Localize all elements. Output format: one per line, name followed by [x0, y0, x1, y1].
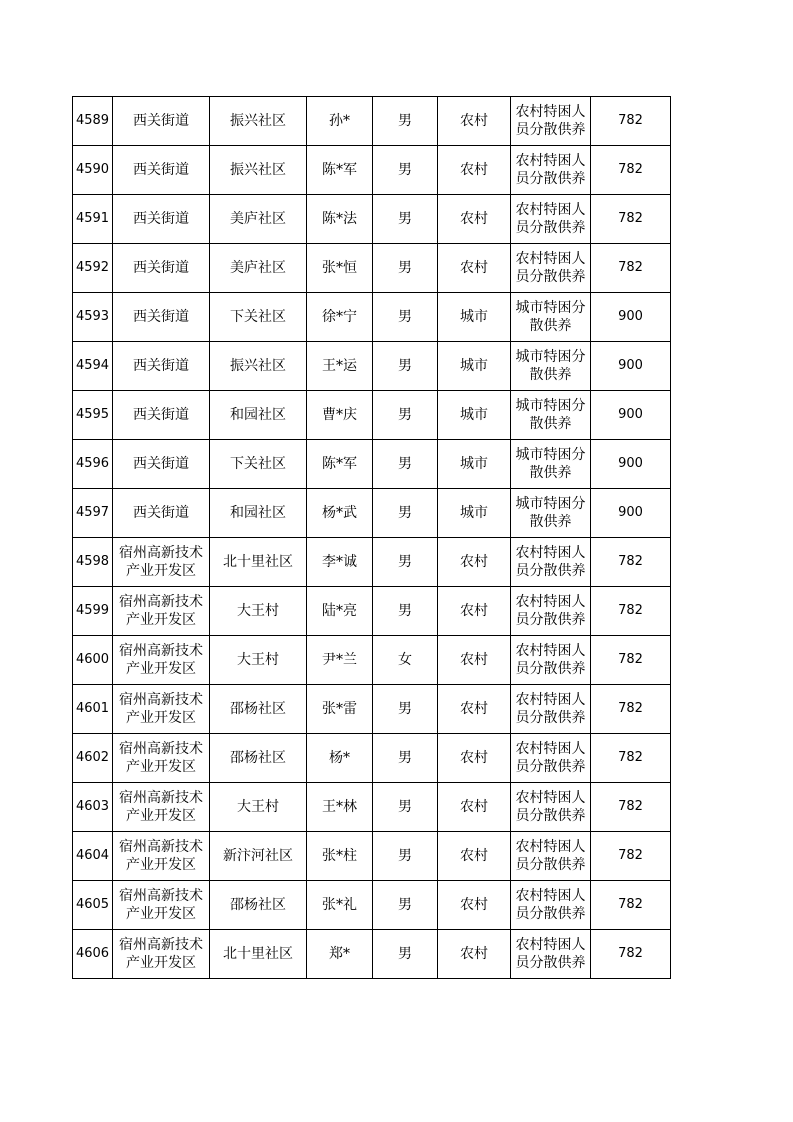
gender-cell: 男 [373, 881, 438, 930]
area-type-cell: 城市 [438, 391, 511, 440]
community-cell: 邵杨社区 [210, 734, 307, 783]
support-type-cell: 城市特困分散供养 [511, 489, 591, 538]
person-name-cell: 张*礼 [307, 881, 373, 930]
area-type-cell: 农村 [438, 734, 511, 783]
area-type-cell: 农村 [438, 195, 511, 244]
serial-number-cell: 4599 [73, 587, 113, 636]
person-name-cell: 郑* [307, 930, 373, 979]
person-name-cell: 陈*军 [307, 440, 373, 489]
support-type-cell: 农村特困人员分散供养 [511, 783, 591, 832]
street-cell: 宿州高新技术产业开发区 [113, 636, 210, 685]
area-type-cell: 城市 [438, 293, 511, 342]
gender-cell: 女 [373, 636, 438, 685]
support-type-cell: 农村特困人员分散供养 [511, 538, 591, 587]
serial-number-cell: 4605 [73, 881, 113, 930]
street-cell: 宿州高新技术产业开发区 [113, 685, 210, 734]
area-type-cell: 农村 [438, 881, 511, 930]
amount-cell: 782 [591, 244, 671, 293]
community-cell: 下关社区 [210, 440, 307, 489]
support-type-cell: 农村特困人员分散供养 [511, 832, 591, 881]
person-name-cell: 杨*武 [307, 489, 373, 538]
person-name-cell: 张*柱 [307, 832, 373, 881]
person-name-cell: 王*林 [307, 783, 373, 832]
gender-cell: 男 [373, 195, 438, 244]
serial-number-cell: 4595 [73, 391, 113, 440]
support-type-cell: 农村特困人员分散供养 [511, 587, 591, 636]
amount-cell: 782 [591, 930, 671, 979]
serial-number-cell: 4591 [73, 195, 113, 244]
gender-cell: 男 [373, 538, 438, 587]
street-cell: 西关街道 [113, 342, 210, 391]
table-body [73, 97, 671, 979]
support-type-cell: 城市特困分散供养 [511, 342, 591, 391]
table-row [73, 685, 671, 734]
serial-number-cell: 4602 [73, 734, 113, 783]
table-row [73, 881, 671, 930]
community-cell: 大王村 [210, 636, 307, 685]
person-name-cell: 王*运 [307, 342, 373, 391]
area-type-cell: 农村 [438, 146, 511, 195]
table-row [73, 734, 671, 783]
serial-number-cell: 4601 [73, 685, 113, 734]
community-cell: 北十里社区 [210, 930, 307, 979]
support-type-cell: 农村特困人员分散供养 [511, 930, 591, 979]
person-name-cell: 陆*亮 [307, 587, 373, 636]
community-cell: 和园社区 [210, 391, 307, 440]
street-cell: 西关街道 [113, 293, 210, 342]
amount-cell: 782 [591, 587, 671, 636]
street-cell: 宿州高新技术产业开发区 [113, 832, 210, 881]
amount-cell: 782 [591, 832, 671, 881]
area-type-cell: 农村 [438, 783, 511, 832]
community-cell: 振兴社区 [210, 342, 307, 391]
area-type-cell: 农村 [438, 244, 511, 293]
amount-cell: 782 [591, 685, 671, 734]
area-type-cell: 城市 [438, 489, 511, 538]
table-row [73, 440, 671, 489]
community-cell: 新汴河社区 [210, 832, 307, 881]
table-row [73, 783, 671, 832]
amount-cell: 900 [591, 440, 671, 489]
serial-number-cell: 4606 [73, 930, 113, 979]
support-type-cell: 城市特困分散供养 [511, 293, 591, 342]
amount-cell: 900 [591, 489, 671, 538]
community-cell: 美庐社区 [210, 195, 307, 244]
area-type-cell: 农村 [438, 97, 511, 146]
serial-number-cell: 4598 [73, 538, 113, 587]
area-type-cell: 农村 [438, 832, 511, 881]
amount-cell: 782 [591, 881, 671, 930]
community-cell: 邵杨社区 [210, 881, 307, 930]
street-cell: 西关街道 [113, 195, 210, 244]
table-row [73, 587, 671, 636]
table-row [73, 293, 671, 342]
support-type-cell: 农村特困人员分散供养 [511, 881, 591, 930]
support-type-cell: 农村特困人员分散供养 [511, 97, 591, 146]
street-cell: 宿州高新技术产业开发区 [113, 587, 210, 636]
street-cell: 宿州高新技术产业开发区 [113, 538, 210, 587]
amount-cell: 782 [591, 538, 671, 587]
gender-cell: 男 [373, 244, 438, 293]
serial-number-cell: 4603 [73, 783, 113, 832]
table-row [73, 538, 671, 587]
street-cell: 宿州高新技术产业开发区 [113, 734, 210, 783]
street-cell: 西关街道 [113, 97, 210, 146]
document-page [72, 96, 670, 979]
beneficiary-table [72, 96, 671, 979]
amount-cell: 782 [591, 734, 671, 783]
support-type-cell: 农村特困人员分散供养 [511, 146, 591, 195]
gender-cell: 男 [373, 783, 438, 832]
amount-cell: 782 [591, 783, 671, 832]
street-cell: 宿州高新技术产业开发区 [113, 930, 210, 979]
table-row [73, 930, 671, 979]
gender-cell: 男 [373, 685, 438, 734]
street-cell: 西关街道 [113, 146, 210, 195]
community-cell: 和园社区 [210, 489, 307, 538]
area-type-cell: 农村 [438, 685, 511, 734]
serial-number-cell: 4592 [73, 244, 113, 293]
community-cell: 美庐社区 [210, 244, 307, 293]
support-type-cell: 城市特困分散供养 [511, 391, 591, 440]
support-type-cell: 农村特困人员分散供养 [511, 636, 591, 685]
street-cell: 宿州高新技术产业开发区 [113, 783, 210, 832]
table-row [73, 489, 671, 538]
amount-cell: 782 [591, 146, 671, 195]
person-name-cell: 陈*法 [307, 195, 373, 244]
area-type-cell: 农村 [438, 930, 511, 979]
serial-number-cell: 4600 [73, 636, 113, 685]
gender-cell: 男 [373, 930, 438, 979]
table-row [73, 342, 671, 391]
community-cell: 邵杨社区 [210, 685, 307, 734]
gender-cell: 男 [373, 587, 438, 636]
support-type-cell: 农村特困人员分散供养 [511, 685, 591, 734]
amount-cell: 782 [591, 195, 671, 244]
serial-number-cell: 4594 [73, 342, 113, 391]
gender-cell: 男 [373, 146, 438, 195]
amount-cell: 900 [591, 293, 671, 342]
amount-cell: 782 [591, 97, 671, 146]
support-type-cell: 农村特困人员分散供养 [511, 244, 591, 293]
area-type-cell: 农村 [438, 538, 511, 587]
street-cell: 宿州高新技术产业开发区 [113, 881, 210, 930]
table-row [73, 195, 671, 244]
table-row [73, 391, 671, 440]
support-type-cell: 农村特困人员分散供养 [511, 734, 591, 783]
area-type-cell: 城市 [438, 440, 511, 489]
gender-cell: 男 [373, 97, 438, 146]
street-cell: 西关街道 [113, 440, 210, 489]
gender-cell: 男 [373, 293, 438, 342]
gender-cell: 男 [373, 342, 438, 391]
serial-number-cell: 4590 [73, 146, 113, 195]
amount-cell: 900 [591, 342, 671, 391]
area-type-cell: 农村 [438, 636, 511, 685]
amount-cell: 782 [591, 636, 671, 685]
community-cell: 大王村 [210, 587, 307, 636]
gender-cell: 男 [373, 832, 438, 881]
person-name-cell: 陈*军 [307, 146, 373, 195]
table-row [73, 244, 671, 293]
community-cell: 振兴社区 [210, 97, 307, 146]
gender-cell: 男 [373, 734, 438, 783]
person-name-cell: 李*诚 [307, 538, 373, 587]
person-name-cell: 徐*宁 [307, 293, 373, 342]
person-name-cell: 曹*庆 [307, 391, 373, 440]
serial-number-cell: 4593 [73, 293, 113, 342]
person-name-cell: 孙* [307, 97, 373, 146]
person-name-cell: 尹*兰 [307, 636, 373, 685]
community-cell: 大王村 [210, 783, 307, 832]
street-cell: 西关街道 [113, 489, 210, 538]
person-name-cell: 杨* [307, 734, 373, 783]
support-type-cell: 农村特困人员分散供养 [511, 195, 591, 244]
person-name-cell: 张*雷 [307, 685, 373, 734]
area-type-cell: 城市 [438, 342, 511, 391]
person-name-cell: 张*恒 [307, 244, 373, 293]
gender-cell: 男 [373, 440, 438, 489]
street-cell: 西关街道 [113, 391, 210, 440]
gender-cell: 男 [373, 489, 438, 538]
support-type-cell: 城市特困分散供养 [511, 440, 591, 489]
serial-number-cell: 4597 [73, 489, 113, 538]
amount-cell: 900 [591, 391, 671, 440]
street-cell: 西关街道 [113, 244, 210, 293]
serial-number-cell: 4604 [73, 832, 113, 881]
community-cell: 下关社区 [210, 293, 307, 342]
table-row [73, 97, 671, 146]
gender-cell: 男 [373, 391, 438, 440]
table-row [73, 832, 671, 881]
serial-number-cell: 4596 [73, 440, 113, 489]
community-cell: 北十里社区 [210, 538, 307, 587]
table-row [73, 146, 671, 195]
table-row [73, 636, 671, 685]
serial-number-cell: 4589 [73, 97, 113, 146]
area-type-cell: 农村 [438, 587, 511, 636]
community-cell: 振兴社区 [210, 146, 307, 195]
